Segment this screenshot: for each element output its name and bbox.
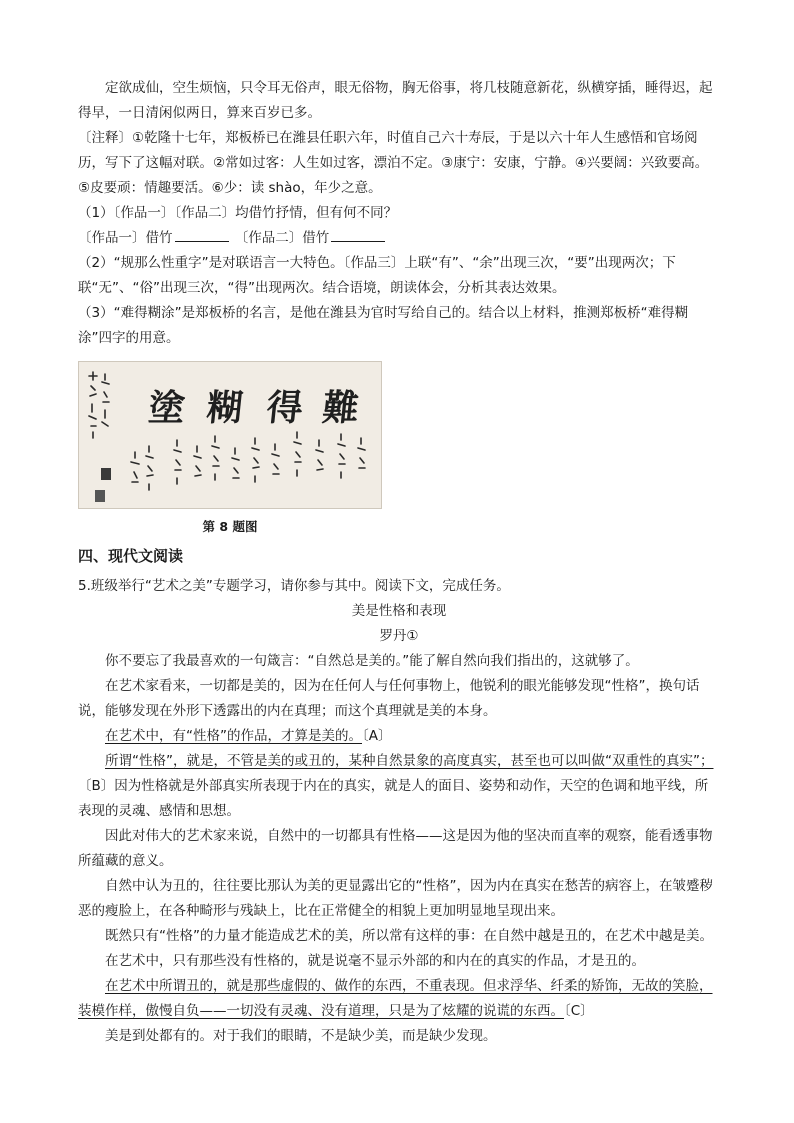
question-1: （1）〔作品一〕〔作品二〕均借竹抒情，但有何不同？ <box>78 205 398 221</box>
underlined-sentence-a: 在艺术中，有“性格”的作品，才算是美的。 <box>105 728 362 744</box>
paragraph-4-rest: 〔B〕因为性格就是外部真实所表现于内在的真实，就是人的面目、姿势和动作，天空的色调和地平线，所表现的灵魂、感情和思想。 <box>78 778 709 819</box>
calligraphy-char-1: 塗 <box>146 387 187 429</box>
essay-paragraph-7: 既然只有“性格”的力量才能造成艺术的美，所以常有这样的事：在自然中越是丑的，在艺术中越是美。 <box>105 928 713 944</box>
essay-paragraph-1: 你不要忘了我最喜欢的一句箴言：“自然总是美的。”能了解自然向我们指出的，这就够了。 <box>105 653 639 669</box>
essay-paragraph-2: 在艺术家看来，一切都是美的，因为在任何人与任何事物上，他锐利的眼光能够发现“性格”，换句话说，能够发现在外形下透露出的内在真理；而这个真理就是美的本身。 <box>78 678 700 719</box>
poem-text: 定欲成仙，空生烦恼，只令耳无俗声，眼无俗物，胸无俗事，将几枝随意新花，纵横穿插，睡得迟，起得早，一日清闲似两日，算来百岁已多。 <box>78 80 713 121</box>
figure-caption: 第 8 题图 <box>202 519 258 534</box>
answer-label-2: 〔作品二〕借竹 <box>234 230 330 246</box>
underlined-sentence-b: 所谓“性格”，就是，不管是美的或丑的，某种自然景象的高度真实，甚至也可以叫做“双重性的真实”； <box>105 753 714 769</box>
calligraphy-figure <box>78 361 382 535</box>
essay-title: 美是性格和表现 <box>351 603 447 619</box>
document-page <box>78 76 720 1049</box>
calligraphy-char-2: 糊 <box>204 387 245 429</box>
calligraphy-small-script <box>79 362 381 508</box>
essay-paragraph-4 <box>78 749 720 824</box>
question-3: （3）“难得糊涂”是郑板桥的名言，是他在潍县为官时写给自己的。结合以上材料，推测郑板桥“难得糊涂”四字的用意。 <box>78 305 689 346</box>
answer-blank-1[interactable] <box>175 227 229 242</box>
mark-a: 〔A〕 <box>362 728 392 744</box>
essay-paragraph-5: 因此对伟大的艺术家来说，自然中的一切都具有性格——这是因为他的坚决而直率的观察，能看透事物所蕴藏的意义。 <box>78 828 713 869</box>
essay-paragraph-10: 美是到处都有的。对于我们的眼睛，不是缺少美，而是缺少发现。 <box>105 1028 497 1044</box>
essay-paragraph-8: 在艺术中，只有那些没有性格的，就是说毫不显示外部的和内在的真实的作品，才是丑的。 <box>105 953 645 969</box>
question-5-intro: 5.班级举行“艺术之美”专题学习，请你参与其中。阅读下文，完成任务。 <box>78 578 510 594</box>
calligraphy-image <box>78 361 382 509</box>
seal-mark <box>101 468 111 480</box>
section-heading: 四、现代文阅读 <box>78 547 184 565</box>
underlined-sentence-c: 在艺术中所谓丑的，就是那些虚假的、做作的东西，不重表现。但求浮华、纤柔的矫饰，无故的笑脸，装模作样，傲慢自负——一切没有灵魂、没有道理，只是为了炫耀的说谎的东西。 <box>78 978 713 1019</box>
calligraphy-char-4: 難 <box>320 387 361 429</box>
notes: 〔注释〕①乾隆十七年，郑板桥已在潍县任职六年，时值自己六十寿辰，于是以六十年人生感悟和官场阅历，写下了这幅对联。②常如过客：人生如过客，漂泊不定。③康宁：安康，宁静。④兴要阔：兴致要高。⑤皮要顽：情趣要活。⑥少：读 shào，年少之意。 <box>78 130 709 196</box>
essay-paragraph-6: 自然中认为丑的，往往要比那认为美的更显露出它的“性格”，因为内在真实在愁苦的病容上，在皱蹙秽恶的瘦脸上，在各种畸形与残缺上，比在正常健全的相貌上更加明显地呈现出来。 <box>78 878 713 919</box>
answer-label-1: 〔作品一〕借竹 <box>78 230 173 246</box>
seal-mark-2 <box>95 490 105 502</box>
calligraphy-char-3: 得 <box>264 387 305 429</box>
essay-paragraph-9 <box>78 974 720 1024</box>
essay-paragraph-3 <box>78 724 720 749</box>
question-1-answer-line <box>78 226 720 251</box>
mark-c: 〔C〕 <box>564 1003 594 1019</box>
essay-author: 罗丹① <box>379 628 419 644</box>
question-2: （2）“规那么性重字”是对联语言一大特色。〔作品三〕上联“有”、“余”出现三次，“要”出现两次；下联“无”、“俗”出现三次，“得”出现两次。结合语境，朗读体会，分析其表达效果。 <box>78 255 676 296</box>
answer-blank-2[interactable] <box>331 227 385 242</box>
